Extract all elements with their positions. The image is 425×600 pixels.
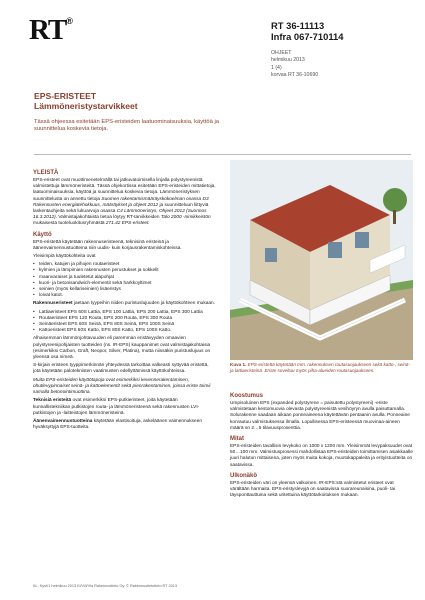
document-title: EPS-ERISTEET: [34, 91, 97, 101]
heading-yleista: YLEISTÄ: [33, 170, 59, 176]
document-meta: [271, 50, 411, 80]
document-header: [271, 20, 411, 80]
types-list: [33, 310, 216, 335]
paragraph-s-letter: S-kirjain eristeen tyyppimerkinnän yhteydessä tarkoittaa valkeasti syttyvää eristettä, jota käytetään paloteknisten vaatimusten edellyttämissä käyttökohteissa.: [33, 363, 209, 375]
paragraph-acoustic: Äänenvaimennustuotteina käytetään elastisoituja, askeläänen vaimennukseen hyväksyttyjä EPS-tuotteita.: [33, 418, 202, 431]
page-footer: KL, Kyst/1 helmikuu 2013 Kl/Vill/Vla Rakennustieto Oy. © Rakennustietotieto RT 2013: [33, 584, 177, 588]
meta-pages: 1 (4): [271, 64, 282, 71]
left-column: [33, 166, 216, 433]
intro-text: Tässä ohjeessa esitetään EPS-eristeiden laatuominaisuuksia, käyttöä ja suunnittelua koskevia tietoja.: [34, 119, 219, 133]
meta-replaces: korvaa RT 36-10690: [271, 72, 319, 79]
right-column: [230, 389, 413, 501]
paragraph-technical: Teknisiä eristeitä ovat esimerkiksi EPS-putkieristeet, joita käytetään kunnallistekniikan putkistojen routa- ja lämmöneristeenä sekä rakennusten LVI-putkistojen ja -laitteistojen lämmöneristeinä.: [33, 398, 200, 416]
paragraph-other-uses: Muita EPS-eristeiden käyttötapoja ovat esimerkiksi kevennerakentaminen, ohutlevypinnaiset seinä- ja kattoelementit sekä pienrakentaminen, joissa eriste toimii samalla betonointimuottina.: [33, 377, 211, 396]
paragraph-usage: EPS-eristettä käytetään rakennuseristeenä, teknisinä eristeinä ja äänenvaimennustuotteina niin uudis- kuin korjausrakentamiskohteissa.: [33, 239, 182, 251]
heading-kaytto: Käyttö: [33, 231, 52, 238]
header-divider: [34, 154, 411, 155]
infra-id: Infra 067-710114: [271, 31, 344, 42]
document-subtitle: Lämmöneristystarvikkeet: [34, 101, 138, 111]
list-item: • Routaeristeet EPS 120 Routa, EPS 200 Routa, EPS 300 Routa: [33, 316, 216, 322]
list-item: • seinien (myös kellariseinien) lisäeristys: [33, 287, 216, 293]
heading-ulkonako: Ulkonäkö: [230, 472, 258, 479]
list-item: • Seinäeristeet EPS 60S Seinä, EPS 80S Seinä, EPS 100S Seinä: [33, 322, 216, 328]
meta-date: helmikuu 2013: [271, 57, 305, 64]
list-item: • Lattiaeristeet EPS 60S Lattia, EPS 100 Lattia, EPS 200 Lattia, EPS 300 Lattia: [33, 310, 216, 316]
paragraph-ir-eps: Alhaisemman lämmönjohtavuuden eli paremman eristävyyden omaavien polystyreenipohjaisten tuotteiden (ns. IR-EPS) kauppanimet ovat valmistajakohtaisia (esimerkiksi Carbon, Graft, Neopor, Silver, Platina), mutta niissäkin puristuslujuus on yleensä osa nimeä.: [33, 336, 211, 361]
house-cutaway-illustration: [230, 160, 413, 382]
paragraph-appearance: EPS-eristeiden väri on yleensä valkoinen. IR-EPS:stä valmistetut eristeet ovat värältään harmaita. EPS-eristyslevyjä on saatavissa suorareunaisina, puoli- tai täysponttauttuina sekä uritettuina käyttötarkoituksen mukaan.: [230, 480, 396, 499]
list-item: • Kattoeristeet EPS 60S Katto, EPS 80S Katto, EPS 100S Katto.: [33, 328, 216, 334]
heading-koostumus: Koostumus: [230, 393, 263, 399]
rt-logo: RT®: [29, 14, 72, 46]
document-id: RT 36-11113: [271, 20, 325, 31]
list-item: • kylmien ja lämpimien rakennusten perustukset ja sokkelit: [33, 268, 216, 274]
list-item: • loivat katot.: [33, 293, 216, 299]
paragraph-composition: Umpisoluinen EPS (expanded polystyrene = paisutettu polystyreeni) -eriste valmistetaan kestomuovia olevasta polystyreenistä vesihöyryn avulla paisuttamalla. Solurakenne saadaan aikaan ponneaineena käytettävän pentaanin avulla. Ponneaine korvautuu valmistuksessa ilmalla. Lopullisessa EPS-eristeessä muovinaa-aineen määrä on 2…5 tilavuusprosenttia.: [230, 401, 410, 431]
paragraph-uses-intro: Yleisimpiä käyttökohteita ovat: [33, 254, 96, 260]
title-block: [34, 91, 284, 134]
list-item: • teiden, katujen ja pihojen routaeristeet: [33, 262, 216, 268]
paragraph-general: EPS-eristeet ovat muottimenetelmällä tai jatkuvatoimisella linjalla polystyreenistä valmistettuja lämmöneristeitä. Tässä ohjekortissa esitetään EPS-eristeiden mittatietoja, laatuominaisuuksia, käyttöä ja suunnittelua koskevia tietoja. Lämmöneristyksen suunnittelusta on annettu tietoja Suomen rakentamismääräyskokoelman osassa D3 Rakennusten energiatehokkuus, määräykset ja ohjeet 2012 ja suunnitteluun liittyviä laskentaohjeita sekä lukuarvoja osassa C4 Lämmöneristys, Ohjeet 2012 (Suonnos 16.3.2012). Valmistajakohtaista tietoa löytyy RT-tarvikkeiden Talo 2000 -nimikkeistön mukaisesta tuoteluokitusryhmästä 271.42 EPS-eristeet.: [33, 178, 216, 227]
paragraph-dimensions: EPS-eristeiden tavallisin levykoko on 1000 x 1200 mm. Yleisimmät levypaksuudet ovat 50…100 mm. Valmistusprosessi mahdollistaa EPS-eristeiden toimittamisen asiakkaalle juuri halutun mittaisena, joten myös muita kokoja, muotokappaleita ja erityistuotteita on saatavissa.: [230, 444, 413, 468]
list-item: • maanvaraiset ja tuuletetut alapohjat: [33, 275, 216, 281]
meta-type: OHJEET: [271, 50, 292, 56]
uses-list: [33, 262, 216, 299]
paragraph-building-insulation: Rakennuseristeet jaetaan tyypeihin niiden puristuslujuuden ja käyttökohteen mukaan.: [33, 301, 215, 307]
figure-caption: Kuva 1. EPS-eristettä käytetään mm. rakennuksen routasuojaukseen sekä katto-, seinä- ja lattiaeristeinä. Eriste soveltuu myös piha-alueiden routasuojaukseen.: [230, 362, 411, 373]
heading-mitat: Mitat: [230, 436, 244, 443]
list-item: • kuori- ja betonisandwich-elementit sekä harkkoyltimet: [33, 281, 216, 287]
